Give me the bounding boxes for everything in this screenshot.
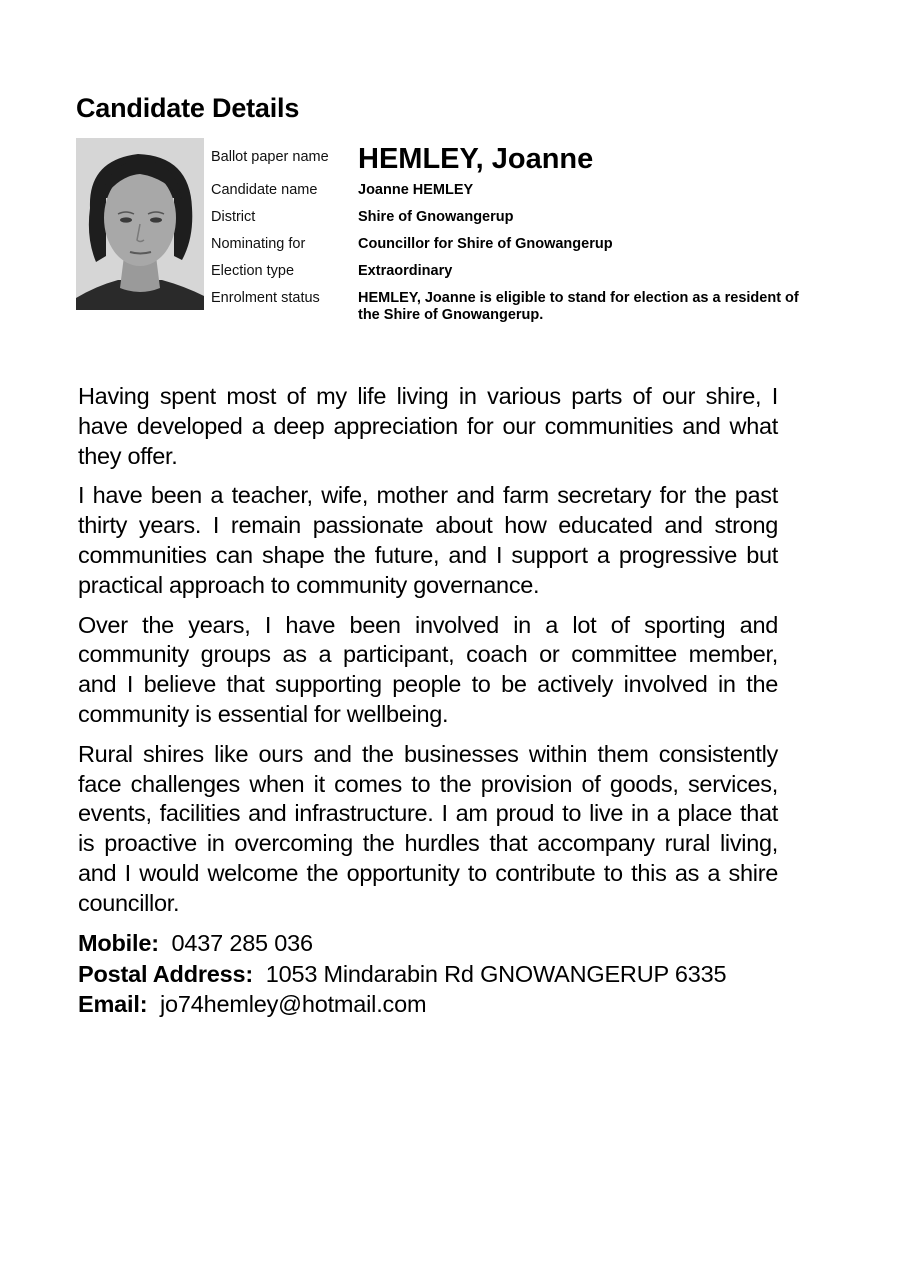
- district-value: Shire of Gnowangerup: [358, 209, 514, 225]
- ballot-paper-name-row: [211, 138, 821, 180]
- election-type-label: Election type: [211, 263, 295, 279]
- district-label: District: [211, 209, 256, 225]
- statement-paragraph: Having spent most of my life living in various parts of our shire, I have developed a deep appreciation for our communities and what they offer.: [78, 383, 778, 469]
- nominating-for-row: [211, 236, 821, 263]
- email-line: [78, 989, 778, 1020]
- statement-paragraph: Over the years, I have been involved in a lot of sporting and community groups as a participant, coach or committee member, and I believe that supporting people to be actively involved in the community is essential for wellbeing.: [78, 611, 778, 727]
- portrait-image: [76, 138, 204, 310]
- election-type-row: [211, 263, 821, 290]
- contact-details: [78, 928, 778, 1020]
- postal-address-line: [78, 959, 778, 990]
- candidate-name-row: [211, 182, 821, 209]
- candidate-name-value: Joanne HEMLEY: [358, 182, 474, 198]
- email-label: Email:: [78, 991, 148, 1017]
- enrolment-status-value: HEMLEY, Joanne is eligible to stand for election as a resident of the Shire of Gnowangerup.: [358, 290, 799, 323]
- candidate-photo: [76, 138, 204, 310]
- ballot-paper-name-label: Ballot paper name: [211, 149, 329, 165]
- district-row: [211, 209, 821, 236]
- candidate-details-table: [211, 138, 821, 324]
- mobile-line: [78, 928, 778, 959]
- ballot-paper-name-value: HEMLEY, Joanne: [358, 143, 594, 175]
- mobile-label: Mobile:: [78, 930, 159, 956]
- election-type-value: Extraordinary: [358, 263, 453, 279]
- postal-address-label: Postal Address:: [78, 960, 254, 987]
- nominating-for-label: Nominating for: [211, 236, 306, 252]
- enrolment-status-row: [211, 290, 821, 324]
- enrolment-status-label: Enrolment status: [211, 290, 320, 306]
- postal-address-value: 1053 Mindarabin Rd GNOWANGERUP 6335: [265, 960, 727, 987]
- statement-paragraph: I have been a teacher, wife, mother and farm secretary for the past thirty years. I remain passionate about how educated and strong communities can shape the future, and I support a progressive but practical approach to community governance.: [78, 482, 778, 598]
- page-title: Candidate Details: [76, 93, 300, 123]
- candidate-statement: [78, 382, 778, 929]
- statement-paragraph: Rural shires like ours and the businesses within them consistently face challenges when it comes to the provision of goods, services, events, facilities and infrastructure. I am proud to live in a place that is proactive in overcoming the hurdles that accompany rural living, and I would welcome the opportunity to contribute to this as a shire councillor.: [78, 740, 778, 916]
- email-value[interactable]: jo74hemley@hotmail.com: [160, 991, 427, 1017]
- mobile-value: 0437 285 036: [171, 930, 313, 956]
- candidate-name-label: Candidate name: [211, 182, 318, 198]
- nominating-for-value: Councillor for Shire of Gnowangerup: [358, 236, 613, 252]
